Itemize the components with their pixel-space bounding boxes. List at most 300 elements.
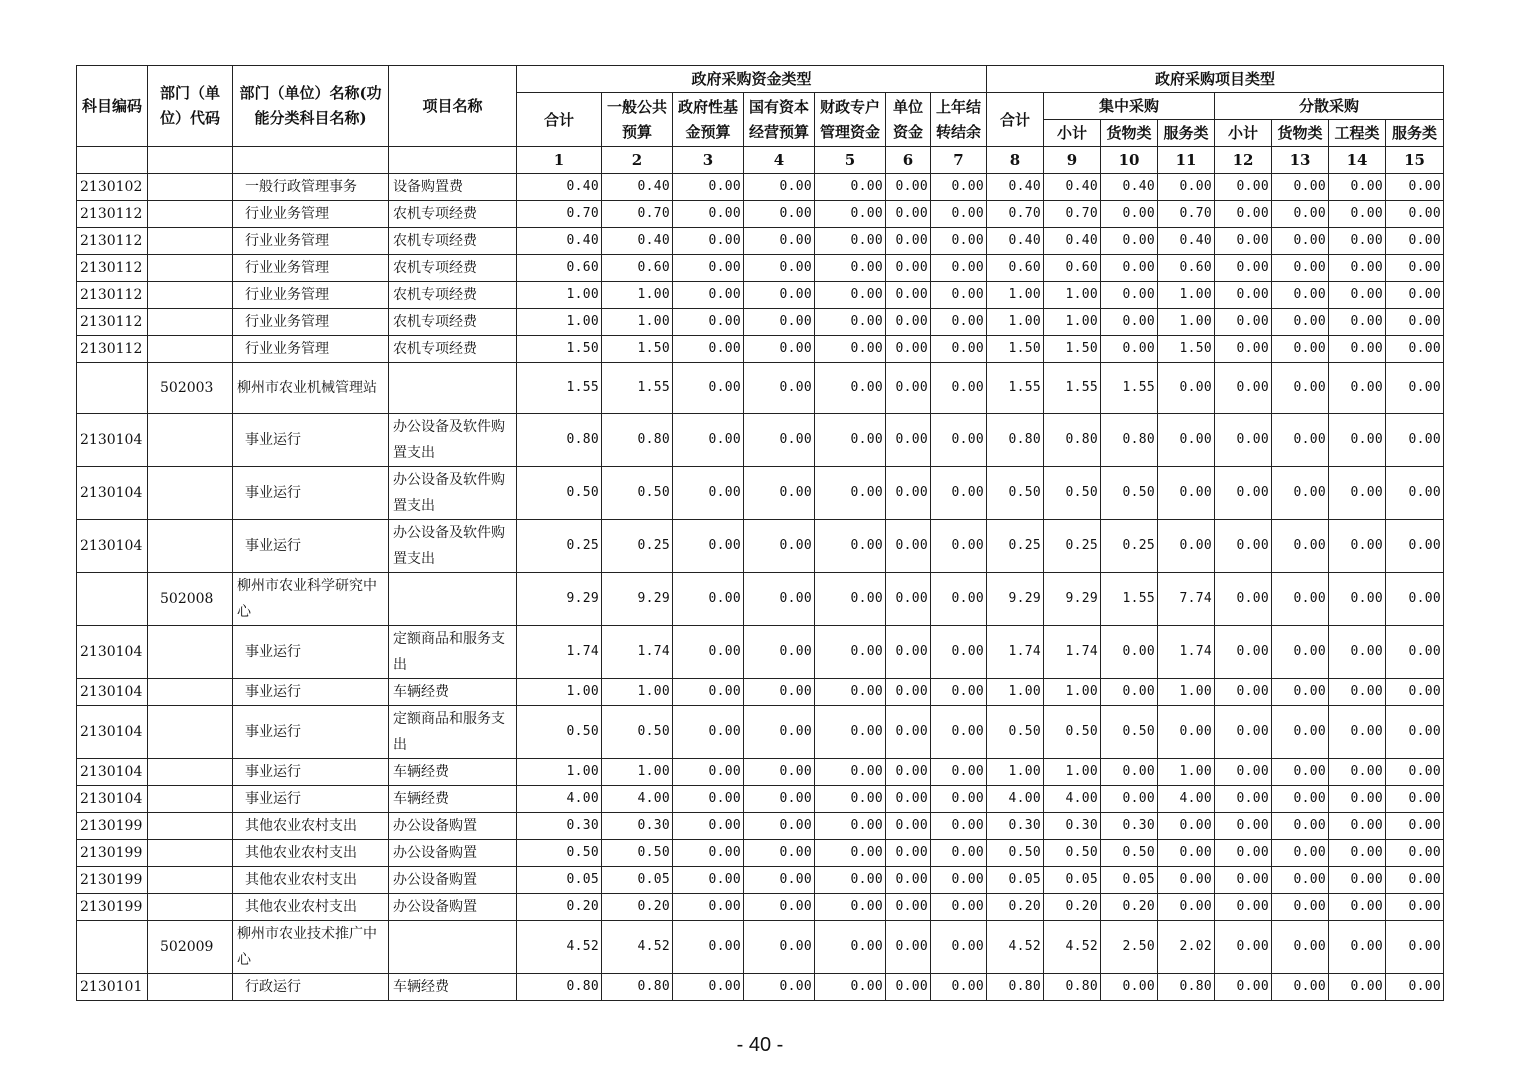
amount-cell: 0.80	[987, 974, 1044, 1001]
amount-cell: 9.29	[1044, 573, 1101, 626]
amount-cell: 0.00	[1215, 867, 1272, 894]
amount-cell: 0.00	[886, 174, 931, 201]
amount-cell: 0.00	[815, 201, 886, 228]
amount-cell: 4.52	[987, 921, 1044, 974]
amount-cell: 0.00	[1215, 786, 1272, 813]
amount-cell: 4.00	[517, 786, 602, 813]
amount-cell: 0.00	[931, 786, 987, 813]
amount-cell: 1.00	[602, 282, 673, 309]
header-state-capital: 国有资本经营预算	[744, 93, 815, 147]
subject-code-cell: 2130112	[77, 309, 148, 336]
amount-cell: 4.52	[602, 921, 673, 974]
amount-cell: 0.00	[1272, 706, 1329, 759]
subject-code-cell: 2130112	[77, 228, 148, 255]
amount-cell: 0.00	[1386, 573, 1444, 626]
column-number: 8	[987, 147, 1044, 174]
amount-cell: 0.00	[931, 759, 987, 786]
amount-cell: 1.55	[602, 363, 673, 414]
amount-cell: 0.00	[886, 921, 931, 974]
amount-cell: 1.55	[1044, 363, 1101, 414]
amount-cell: 0.00	[886, 414, 931, 467]
amount-cell: 0.00	[673, 363, 744, 414]
amount-cell: 4.00	[987, 786, 1044, 813]
amount-cell: 0.40	[517, 228, 602, 255]
amount-cell: 1.50	[987, 336, 1044, 363]
dept-code-cell	[148, 255, 233, 282]
table-row	[77, 336, 1444, 363]
dept-code-cell: 502009	[148, 921, 233, 974]
amount-cell: 0.00	[931, 867, 987, 894]
amount-cell: 0.00	[1215, 309, 1272, 336]
amount-cell: 0.70	[517, 201, 602, 228]
amount-cell: 0.00	[1272, 309, 1329, 336]
amount-cell: 0.00	[744, 174, 815, 201]
amount-cell: 0.20	[987, 894, 1044, 921]
amount-cell: 0.00	[931, 336, 987, 363]
table-row	[77, 626, 1444, 679]
subject-code-cell: 2130104	[77, 759, 148, 786]
amount-cell: 0.40	[517, 174, 602, 201]
amount-cell: 0.00	[1158, 894, 1215, 921]
amount-cell: 0.00	[1329, 813, 1386, 840]
amount-cell: 0.00	[931, 813, 987, 840]
project-name-cell: 农机专项经费	[389, 228, 517, 255]
amount-cell: 0.00	[815, 363, 886, 414]
project-name-cell: 办公设备购置	[389, 840, 517, 867]
amount-cell: 0.00	[1215, 414, 1272, 467]
header-dept-code: 部门（单位）代码	[148, 66, 233, 147]
project-name-cell: 办公设备购置	[389, 867, 517, 894]
amount-cell: 0.00	[1215, 467, 1272, 520]
amount-cell: 2.50	[1101, 921, 1158, 974]
amount-cell: 0.00	[815, 282, 886, 309]
header-subject-code: 科目编码	[77, 66, 148, 147]
amount-cell: 0.00	[1272, 921, 1329, 974]
amount-cell: 0.00	[931, 626, 987, 679]
amount-cell: 0.00	[1386, 336, 1444, 363]
amount-cell: 0.00	[1329, 520, 1386, 573]
amount-cell: 0.00	[1272, 573, 1329, 626]
amount-cell: 0.70	[602, 201, 673, 228]
amount-cell: 0.00	[1386, 974, 1444, 1001]
amount-cell: 0.00	[1272, 626, 1329, 679]
dept-code-cell	[148, 759, 233, 786]
amount-cell: 0.30	[602, 813, 673, 840]
subject-code-cell: 2130112	[77, 282, 148, 309]
table-body	[77, 174, 1444, 1001]
amount-cell: 9.29	[602, 573, 673, 626]
amount-cell: 0.00	[815, 174, 886, 201]
amount-cell: 0.00	[1329, 840, 1386, 867]
project-name-cell	[389, 921, 517, 974]
header-gov-fund-budget: 政府性基金预算	[673, 93, 744, 147]
amount-cell: 1.00	[602, 679, 673, 706]
amount-cell: 0.30	[1101, 813, 1158, 840]
amount-cell: 0.00	[673, 573, 744, 626]
amount-cell: 0.00	[931, 363, 987, 414]
amount-cell: 0.80	[1101, 414, 1158, 467]
table-row	[77, 201, 1444, 228]
dept-code-cell	[148, 520, 233, 573]
table-row	[77, 867, 1444, 894]
column-number: 6	[886, 147, 931, 174]
dept-code-cell	[148, 626, 233, 679]
amount-cell: 0.25	[1044, 520, 1101, 573]
dept-name-cell: 柳州市农业技术推广中心	[233, 921, 389, 974]
dept-name-cell: 事业运行	[233, 626, 389, 679]
amount-cell: 0.00	[1158, 520, 1215, 573]
amount-cell: 0.50	[517, 467, 602, 520]
amount-cell: 0.00	[673, 921, 744, 974]
amount-cell: 0.00	[886, 363, 931, 414]
amount-cell: 0.00	[886, 573, 931, 626]
header-dispersed: 分散采购	[1215, 93, 1444, 120]
amount-cell: 0.00	[815, 894, 886, 921]
amount-cell: 1.74	[987, 626, 1044, 679]
amount-cell: 0.00	[1386, 282, 1444, 309]
amount-cell: 0.40	[602, 228, 673, 255]
subject-code-cell: 2130104	[77, 626, 148, 679]
column-number: 11	[1158, 147, 1215, 174]
project-name-cell: 农机专项经费	[389, 201, 517, 228]
dept-code-cell	[148, 894, 233, 921]
amount-cell: 0.00	[673, 894, 744, 921]
amount-cell: 1.74	[1158, 626, 1215, 679]
amount-cell: 0.00	[1101, 201, 1158, 228]
amount-cell: 0.00	[886, 679, 931, 706]
table-row	[77, 786, 1444, 813]
table-row	[77, 255, 1444, 282]
amount-cell: 0.00	[1215, 282, 1272, 309]
dept-name-cell: 事业运行	[233, 679, 389, 706]
header-d-goods: 货物类	[1272, 120, 1329, 147]
amount-cell: 0.00	[673, 974, 744, 1001]
amount-cell: 0.00	[744, 309, 815, 336]
subject-code-cell: 2130112	[77, 336, 148, 363]
column-number: 15	[1386, 147, 1444, 174]
amount-cell: 0.00	[931, 573, 987, 626]
amount-cell: 0.00	[886, 974, 931, 1001]
page-number: - 40 -	[736, 1034, 784, 1056]
amount-cell: 0.50	[987, 706, 1044, 759]
amount-cell: 0.00	[1386, 626, 1444, 679]
amount-cell: 0.00	[886, 520, 931, 573]
project-name-cell: 农机专项经费	[389, 255, 517, 282]
amount-cell: 0.00	[815, 414, 886, 467]
amount-cell: 0.00	[815, 813, 886, 840]
project-name-cell: 车辆经费	[389, 786, 517, 813]
amount-cell: 0.00	[1101, 336, 1158, 363]
dept-code-cell	[148, 706, 233, 759]
amount-cell: 0.00	[1386, 309, 1444, 336]
table-row	[77, 467, 1444, 520]
amount-cell: 0.50	[987, 467, 1044, 520]
amount-cell: 0.00	[886, 813, 931, 840]
amount-cell: 0.00	[815, 679, 886, 706]
amount-cell: 0.00	[1386, 174, 1444, 201]
amount-cell: 0.00	[886, 706, 931, 759]
amount-cell: 0.40	[1101, 174, 1158, 201]
table-row	[77, 282, 1444, 309]
column-number: 10	[1101, 147, 1158, 174]
amount-cell: 0.00	[673, 255, 744, 282]
project-name-cell: 办公设备及软件购置支出	[389, 414, 517, 467]
col-number-blank	[77, 147, 148, 174]
dept-code-cell	[148, 786, 233, 813]
amount-cell: 0.25	[987, 520, 1044, 573]
amount-cell: 0.00	[744, 336, 815, 363]
column-number: 14	[1329, 147, 1386, 174]
amount-cell: 0.00	[744, 679, 815, 706]
amount-cell: 0.50	[602, 706, 673, 759]
header-general-budget: 一般公共预算	[602, 93, 673, 147]
dept-code-cell: 502003	[148, 363, 233, 414]
amount-cell: 0.00	[1386, 255, 1444, 282]
amount-cell: 0.40	[1044, 174, 1101, 201]
amount-cell: 0.00	[1272, 894, 1329, 921]
amount-cell: 0.00	[1386, 813, 1444, 840]
amount-cell: 7.74	[1158, 573, 1215, 626]
amount-cell: 0.80	[1044, 974, 1101, 1001]
unit-row	[77, 363, 1444, 414]
amount-cell: 0.00	[744, 201, 815, 228]
dept-code-cell	[148, 228, 233, 255]
amount-cell: 0.00	[931, 679, 987, 706]
header-special-fund: 财政专户管理资金	[815, 93, 886, 147]
amount-cell: 0.00	[1329, 706, 1386, 759]
column-number: 3	[673, 147, 744, 174]
header-total-b: 合计	[987, 93, 1044, 147]
amount-cell: 0.00	[673, 282, 744, 309]
procurement-table	[76, 65, 1444, 1001]
amount-cell: 0.60	[517, 255, 602, 282]
amount-cell: 1.50	[602, 336, 673, 363]
amount-cell: 0.00	[1386, 786, 1444, 813]
amount-cell: 0.00	[1215, 921, 1272, 974]
amount-cell: 0.00	[1272, 414, 1329, 467]
amount-cell: 0.20	[517, 894, 602, 921]
amount-cell: 0.00	[744, 706, 815, 759]
amount-cell: 0.40	[602, 174, 673, 201]
dept-code-cell	[148, 679, 233, 706]
amount-cell: 0.00	[1386, 921, 1444, 974]
amount-cell: 0.00	[1272, 840, 1329, 867]
subject-code-cell: 2130112	[77, 201, 148, 228]
subject-code-cell: 2130199	[77, 813, 148, 840]
amount-cell: 0.00	[1329, 921, 1386, 974]
amount-cell: 0.00	[931, 228, 987, 255]
dept-code-cell	[148, 867, 233, 894]
amount-cell: 0.00	[931, 706, 987, 759]
unit-row	[77, 573, 1444, 626]
amount-cell: 0.00	[1158, 363, 1215, 414]
amount-cell: 1.00	[1158, 679, 1215, 706]
table-row	[77, 706, 1444, 759]
dept-name-cell: 事业运行	[233, 706, 389, 759]
amount-cell: 0.25	[602, 520, 673, 573]
amount-cell: 1.00	[517, 759, 602, 786]
amount-cell: 0.00	[1329, 309, 1386, 336]
amount-cell: 1.55	[1101, 363, 1158, 414]
amount-cell: 0.00	[886, 786, 931, 813]
project-name-cell: 农机专项经费	[389, 282, 517, 309]
column-number: 13	[1272, 147, 1329, 174]
project-name-cell: 办公设备购置	[389, 813, 517, 840]
column-number: 4	[744, 147, 815, 174]
amount-cell: 0.00	[673, 706, 744, 759]
amount-cell: 0.00	[744, 974, 815, 1001]
amount-cell: 0.80	[987, 414, 1044, 467]
header-carryover: 上年结转结余	[931, 93, 987, 147]
amount-cell: 0.25	[517, 520, 602, 573]
amount-cell: 0.00	[931, 894, 987, 921]
amount-cell: 0.00	[815, 706, 886, 759]
table-row	[77, 228, 1444, 255]
header-d-engineering: 工程类	[1329, 120, 1386, 147]
amount-cell: 1.00	[1044, 309, 1101, 336]
amount-cell: 0.05	[1101, 867, 1158, 894]
subject-code-cell: 2130104	[77, 706, 148, 759]
amount-cell: 0.00	[1215, 840, 1272, 867]
amount-cell: 9.29	[517, 573, 602, 626]
amount-cell: 0.00	[1215, 679, 1272, 706]
amount-cell: 0.00	[1272, 174, 1329, 201]
amount-cell: 0.00	[1215, 201, 1272, 228]
amount-cell: 0.00	[744, 520, 815, 573]
dept-code-cell	[148, 309, 233, 336]
amount-cell: 0.00	[1272, 813, 1329, 840]
amount-cell: 0.00	[1386, 759, 1444, 786]
amount-cell: 0.00	[744, 573, 815, 626]
amount-cell: 0.00	[1329, 679, 1386, 706]
amount-cell: 4.52	[1044, 921, 1101, 974]
amount-cell: 0.00	[1272, 336, 1329, 363]
amount-cell: 0.50	[1044, 706, 1101, 759]
column-number-row	[77, 147, 1444, 174]
amount-cell: 0.00	[1329, 867, 1386, 894]
project-name-cell: 设备购置费	[389, 174, 517, 201]
dept-code-cell	[148, 201, 233, 228]
amount-cell: 0.00	[1158, 174, 1215, 201]
dept-name-cell: 事业运行	[233, 467, 389, 520]
amount-cell: 0.00	[1158, 813, 1215, 840]
dept-name-cell: 行业业务管理	[233, 309, 389, 336]
dept-code-cell: 502008	[148, 573, 233, 626]
dept-name-cell: 行业业务管理	[233, 228, 389, 255]
amount-cell: 0.00	[1215, 626, 1272, 679]
amount-cell: 0.00	[1101, 679, 1158, 706]
amount-cell: 0.00	[1215, 255, 1272, 282]
amount-cell: 0.00	[1101, 255, 1158, 282]
amount-cell: 1.00	[517, 679, 602, 706]
amount-cell: 0.00	[1101, 228, 1158, 255]
amount-cell: 1.00	[1044, 679, 1101, 706]
amount-cell: 0.00	[815, 626, 886, 679]
amount-cell: 0.00	[744, 786, 815, 813]
amount-cell: 0.40	[987, 174, 1044, 201]
amount-cell: 0.00	[1329, 282, 1386, 309]
dept-name-cell: 其他农业农村支出	[233, 894, 389, 921]
amount-cell: 0.00	[886, 759, 931, 786]
amount-cell: 0.00	[744, 363, 815, 414]
amount-cell: 0.00	[1329, 573, 1386, 626]
project-name-cell: 农机专项经费	[389, 309, 517, 336]
amount-cell: 0.00	[815, 786, 886, 813]
dept-code-cell	[148, 174, 233, 201]
amount-cell: 0.00	[1272, 759, 1329, 786]
amount-cell: 0.00	[673, 228, 744, 255]
amount-cell: 0.20	[602, 894, 673, 921]
amount-cell: 0.00	[1329, 759, 1386, 786]
amount-cell: 0.00	[1329, 255, 1386, 282]
amount-cell: 0.05	[987, 867, 1044, 894]
amount-cell: 0.40	[1158, 228, 1215, 255]
amount-cell: 0.00	[1329, 336, 1386, 363]
amount-cell: 0.00	[815, 974, 886, 1001]
amount-cell: 0.00	[1386, 867, 1444, 894]
amount-cell: 0.00	[1215, 894, 1272, 921]
amount-cell: 0.00	[673, 786, 744, 813]
amount-cell: 1.00	[1044, 759, 1101, 786]
table-row	[77, 174, 1444, 201]
amount-cell: 0.05	[602, 867, 673, 894]
column-number: 12	[1215, 147, 1272, 174]
amount-cell: 0.00	[886, 255, 931, 282]
amount-cell: 1.74	[1044, 626, 1101, 679]
amount-cell: 0.00	[1215, 363, 1272, 414]
table-row	[77, 813, 1444, 840]
amount-cell: 1.55	[987, 363, 1044, 414]
amount-cell: 0.00	[1101, 759, 1158, 786]
dept-name-cell: 其他农业农村支出	[233, 840, 389, 867]
amount-cell: 0.00	[1158, 467, 1215, 520]
amount-cell: 0.00	[673, 759, 744, 786]
project-name-cell: 办公设备及软件购置支出	[389, 520, 517, 573]
amount-cell: 1.00	[987, 282, 1044, 309]
amount-cell: 0.50	[1101, 706, 1158, 759]
header-project-type-group: 政府采购项目类型	[987, 66, 1444, 93]
amount-cell: 0.00	[1272, 201, 1329, 228]
amount-cell: 0.00	[673, 840, 744, 867]
dept-name-cell: 其他农业农村支出	[233, 813, 389, 840]
amount-cell: 0.00	[815, 573, 886, 626]
amount-cell: 0.00	[1329, 174, 1386, 201]
subject-code-cell: 2130101	[77, 974, 148, 1001]
amount-cell: 0.00	[931, 174, 987, 201]
dept-name-cell: 行业业务管理	[233, 282, 389, 309]
table-row	[77, 840, 1444, 867]
amount-cell: 1.00	[987, 679, 1044, 706]
amount-cell: 0.00	[744, 921, 815, 974]
project-name-cell: 车辆经费	[389, 759, 517, 786]
amount-cell: 1.74	[602, 626, 673, 679]
amount-cell: 0.00	[815, 228, 886, 255]
dept-name-cell: 柳州市农业机械管理站	[233, 363, 389, 414]
amount-cell: 1.55	[1101, 573, 1158, 626]
amount-cell: 0.00	[1215, 228, 1272, 255]
amount-cell: 0.00	[815, 520, 886, 573]
amount-cell: 1.50	[1044, 336, 1101, 363]
amount-cell: 0.30	[1044, 813, 1101, 840]
amount-cell: 0.00	[744, 813, 815, 840]
amount-cell: 0.05	[517, 867, 602, 894]
project-name-cell: 农机专项经费	[389, 336, 517, 363]
amount-cell: 1.00	[1158, 309, 1215, 336]
amount-cell: 0.00	[1272, 679, 1329, 706]
header-d-subtotal: 小计	[1215, 120, 1272, 147]
column-number: 1	[517, 147, 602, 174]
amount-cell: 0.00	[673, 174, 744, 201]
